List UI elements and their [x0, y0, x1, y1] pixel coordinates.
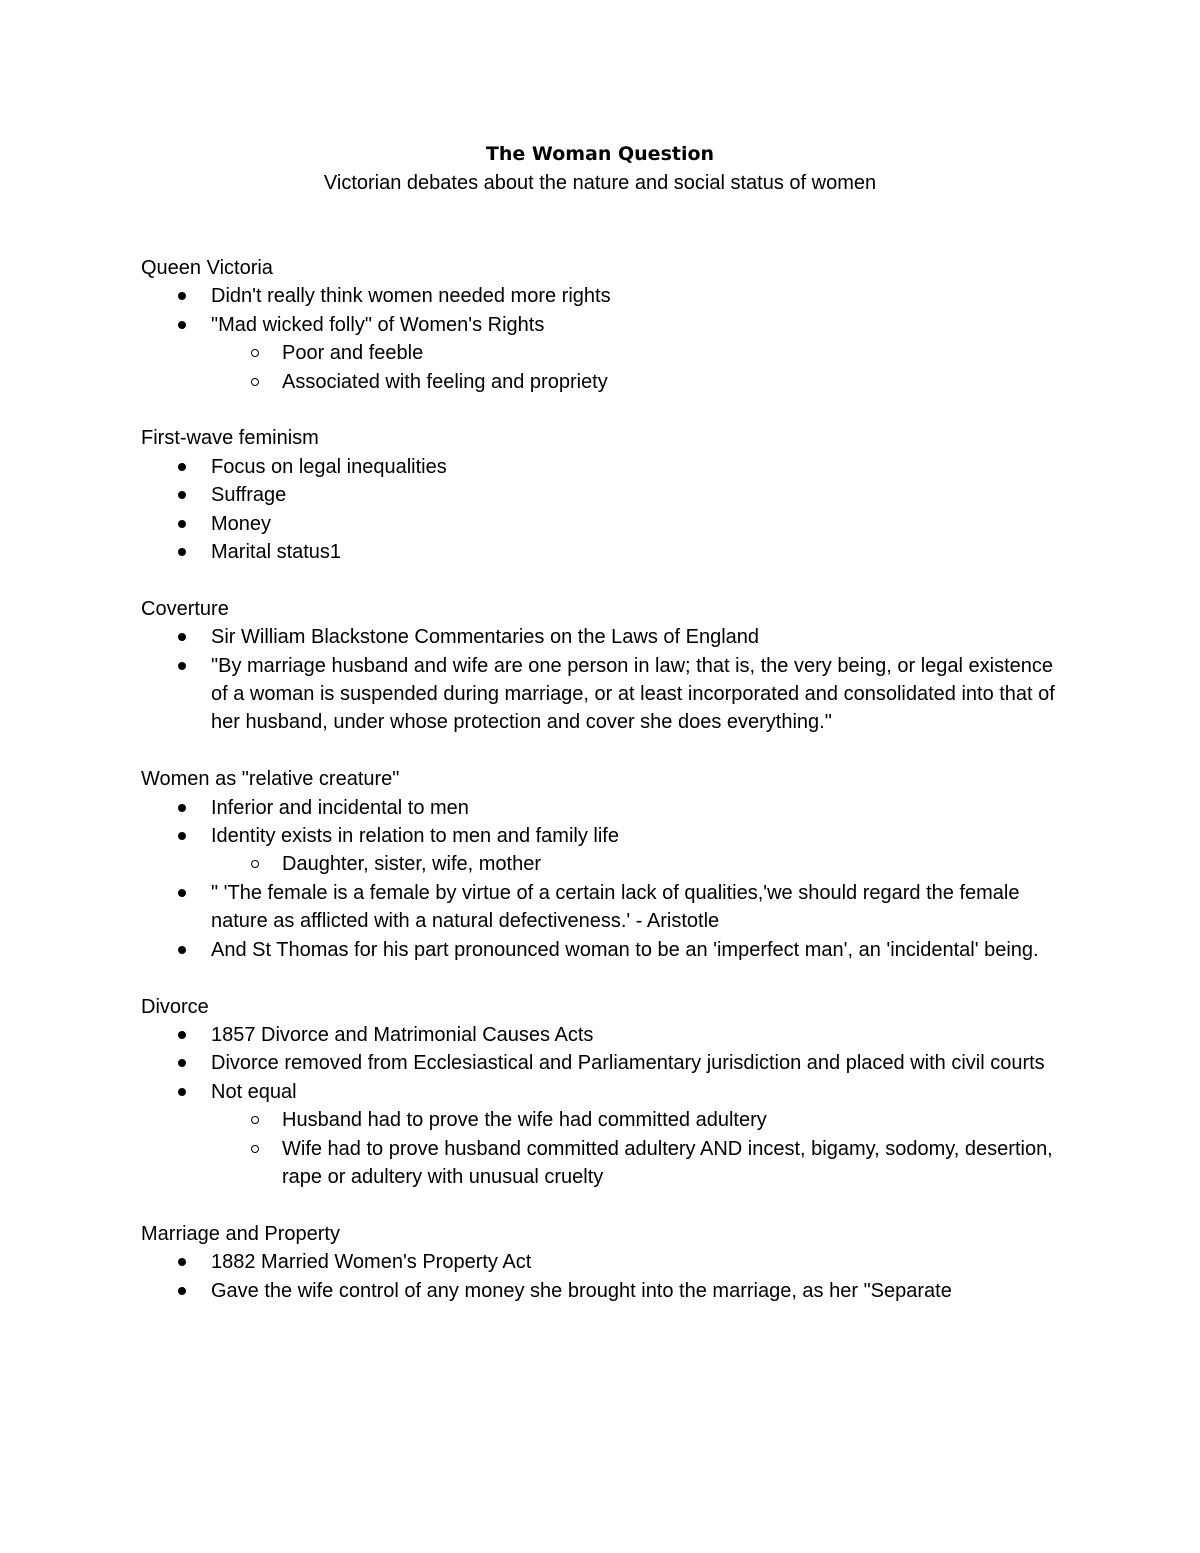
bullet-item — [141, 1049, 1061, 1077]
bullet-text: Not equal — [211, 1080, 297, 1103]
bullet-item — [141, 311, 1061, 339]
filled-bullet-icon — [178, 946, 186, 954]
bullet-item — [141, 481, 1061, 509]
filled-bullet-icon — [178, 548, 186, 556]
bullet-text: Inferior and incidental to men — [211, 796, 469, 819]
bullet-text: Associated with feeling and propriety — [282, 370, 608, 393]
note-section — [141, 993, 1061, 1192]
filled-bullet-icon — [178, 463, 186, 471]
bullet-item — [141, 1021, 1061, 1049]
hollow-bullet-icon — [251, 349, 259, 357]
bullet-text: Suffrage — [211, 484, 287, 507]
notes-body — [141, 254, 1061, 1333]
filled-bullet-icon — [178, 1287, 186, 1295]
bullet-item — [141, 623, 1061, 651]
note-section — [141, 1220, 1061, 1305]
bullet-text: Divorce removed from Ecclesiastical and Parliamentary jurisdiction and placed with civil courts — [211, 1052, 1045, 1075]
bullet-text: Poor and feeble — [282, 342, 424, 365]
bullet-item — [141, 453, 1061, 481]
section-heading: Queen Victoria — [141, 257, 273, 279]
sub-bullet-item — [141, 1135, 1061, 1192]
filled-bullet-icon — [178, 520, 186, 528]
note-section — [141, 595, 1061, 737]
filled-bullet-icon — [178, 1088, 186, 1096]
section-heading: Divorce — [141, 995, 209, 1018]
bullet-item — [141, 652, 1061, 737]
bullet-item — [141, 1078, 1061, 1106]
bullet-text: Sir William Blackstone Commentaries on the Laws of England — [211, 626, 760, 649]
hollow-bullet-icon — [251, 860, 259, 868]
bullet-text: "By marriage husband and wife are one person in law; that is, the very being, or legal existence of a woman is suspended during marriage, or at least incorporated and consolidated into that of her husband, under whose protection and cover she does everything." — [211, 654, 1055, 734]
note-section — [141, 254, 1061, 396]
bullet-text: Daughter, sister, wife, mother — [282, 853, 542, 876]
bullet-item — [141, 822, 1061, 850]
bullet-item — [141, 1248, 1061, 1276]
bullet-text: Gave the wife control of any money she brought into the marriage, as her "Separate — [211, 1279, 952, 1302]
bullet-text: Money — [211, 512, 272, 535]
filled-bullet-icon — [178, 491, 186, 499]
bullet-item — [141, 794, 1061, 822]
filled-bullet-icon — [178, 292, 186, 300]
filled-bullet-icon — [178, 1059, 186, 1067]
bullet-text: Wife had to prove husband committed adultery AND incest, bigamy, sodomy, desertion, rape or adultery with unusual cruelty — [282, 1137, 1053, 1188]
section-heading: Marriage and Property — [141, 1222, 340, 1245]
filled-bullet-icon — [178, 804, 186, 812]
filled-bullet-icon — [178, 662, 186, 670]
bullet-text: Didn't really think women needed more rights — [211, 285, 611, 308]
sub-bullet-item — [141, 1106, 1061, 1134]
bullet-text: " 'The female is a female by virtue of a certain lack of qualities,'we should regard the female nature as afflicted with a natural defectiveness.' - Aristotle — [211, 881, 1020, 933]
document-subtitle: Victorian debates about the nature and social status of women — [323, 172, 877, 194]
sub-bullet-item — [141, 850, 1061, 878]
bullet-item — [141, 538, 1061, 566]
bullet-text: Identity exists in relation to men and family life — [211, 825, 619, 848]
bullet-text: Husband had to prove the wife had committed adultery — [282, 1109, 767, 1132]
filled-bullet-icon — [178, 889, 186, 897]
bullet-text: Marital status1 — [211, 541, 342, 564]
bullet-text: Focus on legal inequalities — [211, 455, 447, 478]
filled-bullet-icon — [178, 1031, 186, 1039]
hollow-bullet-icon — [251, 378, 259, 386]
bullet-item — [141, 282, 1061, 310]
filled-bullet-icon — [178, 832, 186, 840]
sub-bullet-item — [141, 339, 1061, 367]
filled-bullet-icon — [178, 633, 186, 641]
section-heading: First-wave feminism — [141, 427, 319, 450]
bullet-item — [141, 1277, 1061, 1305]
note-section — [141, 424, 1061, 566]
bullet-item — [141, 510, 1061, 538]
bullet-item — [141, 879, 1061, 936]
hollow-bullet-icon — [251, 1145, 259, 1153]
bullet-text: 1857 Divorce and Matrimonial Causes Acts — [211, 1023, 594, 1046]
section-heading: Women as "relative creature" — [141, 768, 400, 791]
hollow-bullet-icon — [251, 1116, 259, 1124]
bullet-text: And St Thomas for his part pronounced woman to be an 'imperfect man', an 'incidental' being. — [211, 938, 1039, 961]
sub-bullet-item — [141, 368, 1061, 396]
bullet-text: 1882 Married Women's Property Act — [211, 1251, 532, 1274]
note-section — [141, 765, 1061, 964]
document-title: The Woman Question — [485, 143, 715, 165]
bullet-text: "Mad wicked folly" of Women's Rights — [211, 313, 545, 336]
filled-bullet-icon — [178, 1258, 186, 1266]
bullet-item — [141, 936, 1061, 964]
filled-bullet-icon — [178, 321, 186, 329]
section-heading: Coverture — [141, 597, 229, 620]
